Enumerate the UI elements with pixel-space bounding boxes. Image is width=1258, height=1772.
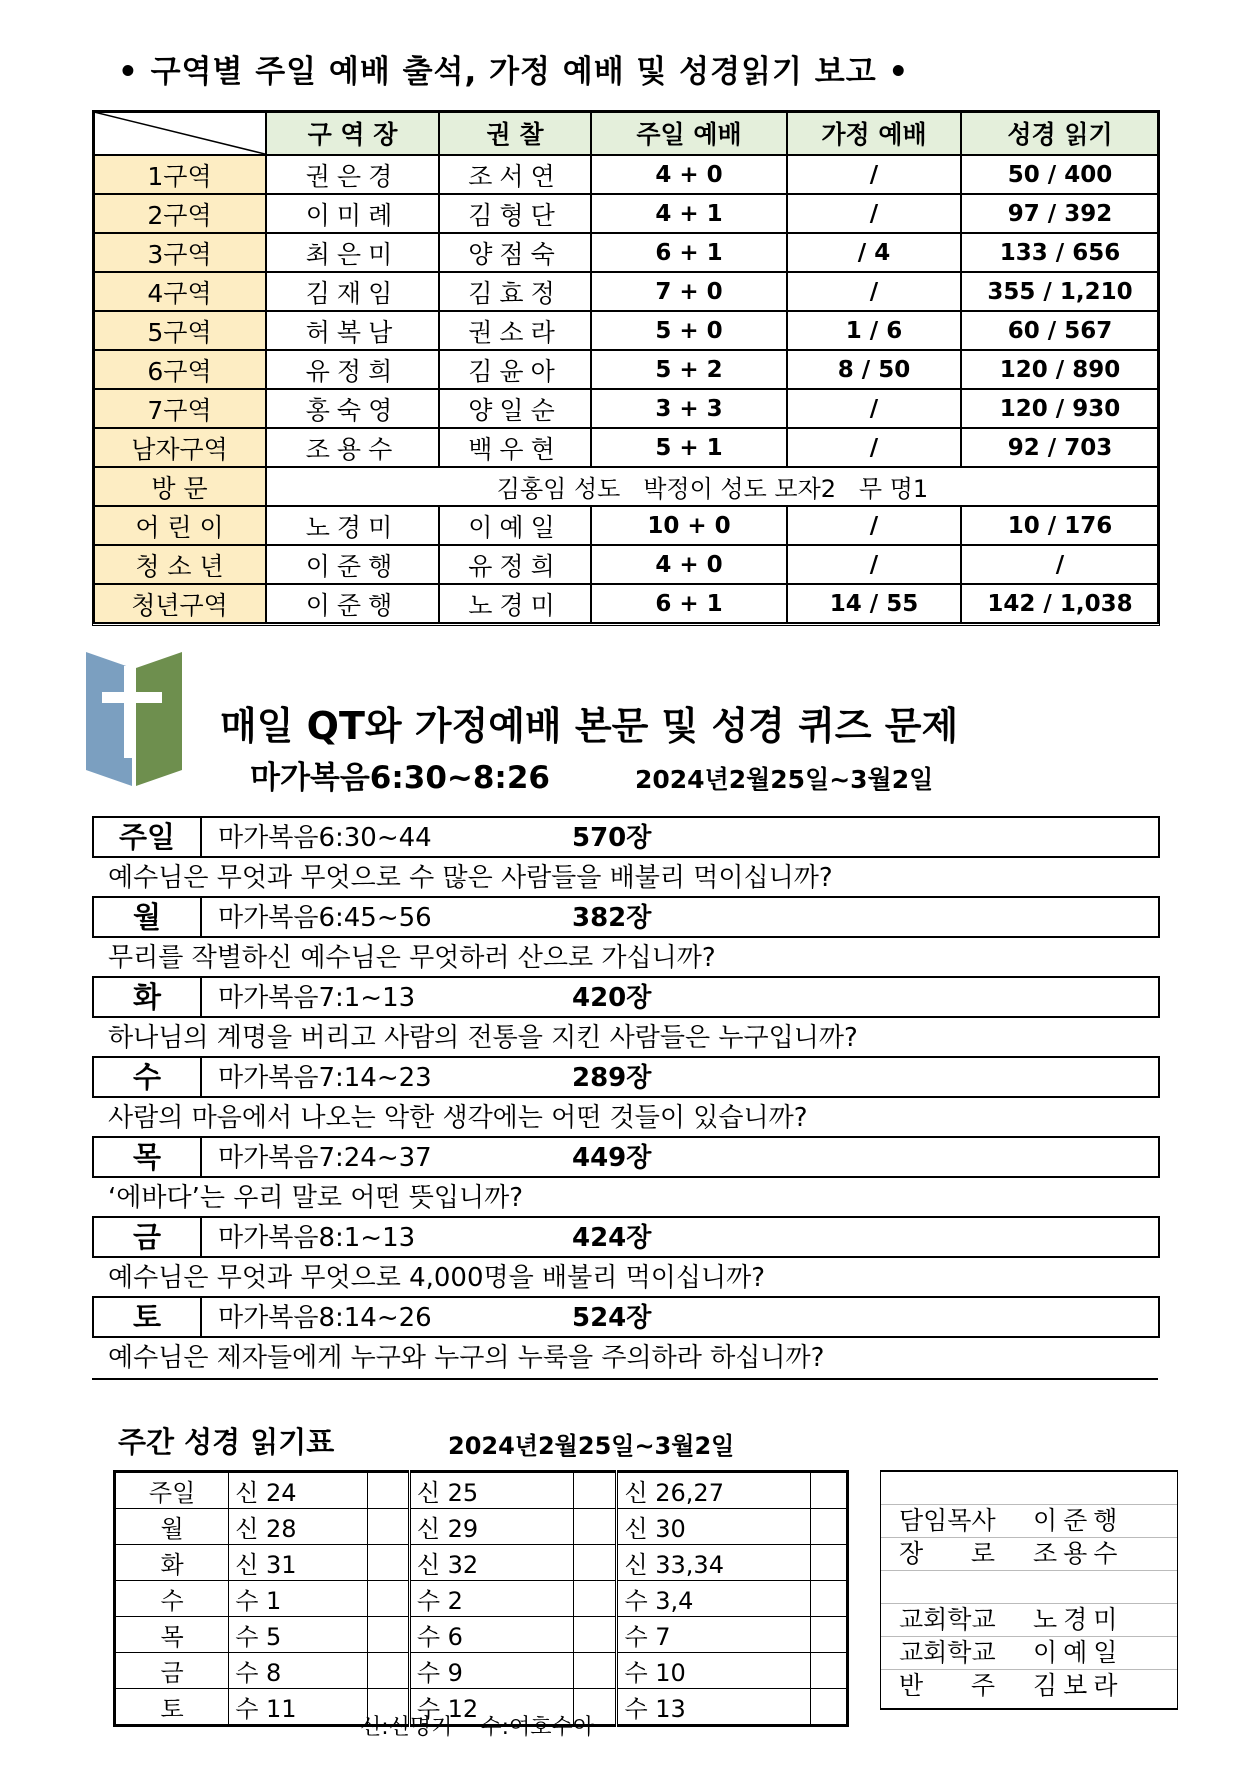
zone-label: 남자구역 <box>93 428 266 467</box>
leader-name: 홍숙영 <box>266 389 439 428</box>
weekly-reading-date: 2024년2월25일~3월2일 <box>448 1432 735 1460</box>
quiz-day-row <box>92 896 1160 938</box>
reading-day: 토 <box>115 1689 229 1726</box>
quiz-day-row <box>92 976 1160 1018</box>
deacon-name: 김효정 <box>439 272 591 311</box>
table-row <box>93 584 1159 623</box>
visit-label: 방 문 <box>93 467 266 506</box>
sunday-count: 10 + 0 <box>591 506 787 545</box>
quiz-question: ‘에바다’는 우리 말로 어떤 뜻입니까? <box>108 1183 524 1213</box>
staff-row <box>881 1472 1177 1505</box>
reading-2: 신 25 <box>409 1472 573 1509</box>
zone-label: 5구역 <box>93 311 266 350</box>
bible-count: 355 / 1,210 <box>961 272 1159 311</box>
bible-count: 50 / 400 <box>961 155 1159 194</box>
reading-3: 신 30 <box>617 1509 810 1545</box>
table-row <box>93 311 1159 350</box>
reading-2: 신 32 <box>409 1545 573 1581</box>
bible-count: 120 / 930 <box>961 389 1159 428</box>
quiz-question: 사람의 마음에서 나오는 악한 생각에는 어떤 것들이 있습니까? <box>108 1103 808 1133</box>
deacon-name: 양점숙 <box>439 233 591 272</box>
sunday-count: 4 + 1 <box>591 194 787 233</box>
bible-count: 142 / 1,038 <box>961 584 1159 623</box>
deacon-name: 김윤아 <box>439 350 591 389</box>
reading-row <box>115 1509 848 1545</box>
home-count: / <box>787 428 961 467</box>
deacon-name: 유정희 <box>439 545 591 584</box>
reading-2: 수 6 <box>409 1617 573 1653</box>
visit-names: 김홍임 성도 박정이 성도 모자2 무 명1 <box>266 467 1159 506</box>
header-bible: 성경 읽기 <box>961 111 1159 155</box>
zone-label: 청년구역 <box>93 584 266 623</box>
quiz-date: 2024년2월25일~3월2일 <box>635 765 934 794</box>
reading-row <box>115 1653 848 1689</box>
quiz-passage: 마가복음8:14~26 <box>218 1303 432 1333</box>
home-count: / <box>787 272 961 311</box>
deacon-name: 이예일 <box>439 506 591 545</box>
leader-name: 조용수 <box>266 428 439 467</box>
table-row <box>93 545 1159 584</box>
reading-row <box>115 1545 848 1581</box>
staff-name: 조용수 <box>1033 1539 1124 1568</box>
deacon-name: 조서연 <box>439 155 591 194</box>
zone-label: 어 린 이 <box>93 506 266 545</box>
leader-name: 이준행 <box>266 584 439 623</box>
sunday-count: 7 + 0 <box>591 272 787 311</box>
staff-row <box>881 1571 1177 1604</box>
zone-label: 청 소 년 <box>93 545 266 584</box>
sunday-count: 5 + 1 <box>591 428 787 467</box>
sunday-count: 6 + 1 <box>591 233 787 272</box>
reading-3: 수 10 <box>617 1653 810 1689</box>
quiz-day: 화 <box>94 978 202 1016</box>
quiz-passage: 마가복음6:30~44 <box>218 823 432 853</box>
reading-day: 금 <box>115 1653 229 1689</box>
table-row <box>93 428 1159 467</box>
sunday-count: 4 + 0 <box>591 545 787 584</box>
reading-row <box>115 1472 848 1509</box>
staff-name: 노경미 <box>1033 1605 1124 1634</box>
home-count: / 4 <box>787 233 961 272</box>
diagonal-header-cell <box>93 111 266 155</box>
zone-label: 2구역 <box>93 194 266 233</box>
header-sunday: 주일 예배 <box>591 111 787 155</box>
deacon-name: 권소라 <box>439 311 591 350</box>
leader-name: 이준행 <box>266 545 439 584</box>
leader-name: 유정희 <box>266 350 439 389</box>
attendance-table <box>92 110 1160 624</box>
staff-role: 교회학교 <box>899 1605 996 1634</box>
bible-count: / <box>961 545 1159 584</box>
leader-name: 권은경 <box>266 155 439 194</box>
staff-name: 김보라 <box>1033 1671 1124 1700</box>
zone-label: 1구역 <box>93 155 266 194</box>
staff-role: 장 로 <box>899 1539 995 1568</box>
quiz-hymn: 449장 <box>572 1143 652 1173</box>
quiz-day-row <box>92 816 1160 858</box>
bible-count: 60 / 567 <box>961 311 1159 350</box>
reading-1: 수 11 <box>229 1689 368 1726</box>
quiz-question: 예수님은 무엇과 무엇으로 수 많은 사람들을 배불리 먹이십니까? <box>108 863 833 893</box>
bible-count: 120 / 890 <box>961 350 1159 389</box>
cross-logo-icon <box>86 652 182 786</box>
home-count: / <box>787 389 961 428</box>
staff-role: 반 주 <box>899 1671 995 1700</box>
reading-day: 월 <box>115 1509 229 1545</box>
reading-3: 수 3,4 <box>617 1581 810 1617</box>
table-row <box>93 233 1159 272</box>
quiz-question: 예수님은 무엇과 무엇으로 4,000명을 배불리 먹이십니까? <box>108 1263 765 1293</box>
staff-box <box>880 1470 1178 1710</box>
zone-label: 6구역 <box>93 350 266 389</box>
table-row <box>93 506 1159 545</box>
zone-label: 3구역 <box>93 233 266 272</box>
reading-day: 주일 <box>115 1472 229 1509</box>
reading-2: 수 9 <box>409 1653 573 1689</box>
reading-1: 신 24 <box>229 1472 368 1509</box>
reading-1: 수 8 <box>229 1653 368 1689</box>
home-count: 1 / 6 <box>787 311 961 350</box>
deacon-name: 양일순 <box>439 389 591 428</box>
reading-3: 수 7 <box>617 1617 810 1653</box>
quiz-day: 주일 <box>94 818 202 856</box>
visit-row <box>93 467 1159 506</box>
staff-row <box>881 1604 1177 1637</box>
table-row <box>93 155 1159 194</box>
sunday-count: 5 + 0 <box>591 311 787 350</box>
quiz-question: 하나님의 계명을 버리고 사람의 전통을 지킨 사람들은 누구입니까? <box>108 1023 858 1053</box>
staff-row <box>881 1670 1177 1702</box>
leader-name: 노경미 <box>266 506 439 545</box>
table-row <box>93 389 1159 428</box>
reading-2: 수 2 <box>409 1581 573 1617</box>
quiz-day-row <box>92 1296 1160 1338</box>
sunday-count: 3 + 3 <box>591 389 787 428</box>
sunday-count: 5 + 2 <box>591 350 787 389</box>
attendance-title: • 구역별 주일 예배 출석, 가정 예배 및 성경읽기 보고 • <box>118 54 910 90</box>
reading-day: 수 <box>115 1581 229 1617</box>
reading-1: 수 1 <box>229 1581 368 1617</box>
quiz-passage: 마가복음7:1~13 <box>218 983 416 1013</box>
header-leader: 구 역 장 <box>266 111 439 155</box>
quiz-passage-range: 마가복음6:30~8:26 <box>250 760 550 796</box>
quiz-title: 매일 QT와 가정예배 본문 및 성경 퀴즈 문제 <box>220 704 959 748</box>
quiz-hymn: 524장 <box>572 1303 652 1333</box>
zone-label: 7구역 <box>93 389 266 428</box>
quiz-hymn: 424장 <box>572 1223 652 1253</box>
quiz-day-row <box>92 1216 1160 1258</box>
quiz-question: 무리를 작별하신 예수님은 무엇하러 산으로 가십니까? <box>108 943 716 973</box>
quiz-day: 목 <box>94 1138 202 1176</box>
quiz-bottom-rule <box>92 1378 1158 1380</box>
bible-count: 133 / 656 <box>961 233 1159 272</box>
home-count: / <box>787 506 961 545</box>
home-count: / <box>787 194 961 233</box>
staff-row <box>881 1538 1177 1571</box>
reading-day: 화 <box>115 1545 229 1581</box>
reading-1: 신 28 <box>229 1509 368 1545</box>
bible-count: 92 / 703 <box>961 428 1159 467</box>
quiz-hymn: 382장 <box>572 903 652 933</box>
reading-2: 신 29 <box>409 1509 573 1545</box>
quiz-hymn: 289장 <box>572 1063 652 1093</box>
deacon-name: 백우현 <box>439 428 591 467</box>
table-row <box>93 350 1159 389</box>
home-count: / <box>787 155 961 194</box>
home-count: / <box>787 545 961 584</box>
table-row <box>93 194 1159 233</box>
quiz-question: 예수님은 제자들에게 누구와 누구의 누룩을 주의하라 하십니까? <box>108 1343 825 1373</box>
quiz-day: 월 <box>94 898 202 936</box>
leader-name: 김재임 <box>266 272 439 311</box>
quiz-day-row <box>92 1056 1160 1098</box>
deacon-name: 노경미 <box>439 584 591 623</box>
quiz-passage: 마가복음6:45~56 <box>218 903 432 933</box>
table-header-row <box>93 111 1159 155</box>
reading-row <box>115 1617 848 1653</box>
bible-count: 10 / 176 <box>961 506 1159 545</box>
reading-day: 목 <box>115 1617 229 1653</box>
staff-row <box>881 1637 1177 1670</box>
quiz-passage: 마가복음7:14~23 <box>218 1063 432 1093</box>
book-abbreviation-legend: 신:신명기 수:여호수아 <box>360 1715 595 1740</box>
staff-name: 이예일 <box>1033 1638 1124 1667</box>
bible-count: 97 / 392 <box>961 194 1159 233</box>
staff-row <box>881 1505 1177 1538</box>
staff-role: 담임목사 <box>899 1506 996 1535</box>
quiz-day-row <box>92 1136 1160 1178</box>
header-deacon: 권 찰 <box>439 111 591 155</box>
reading-1: 수 5 <box>229 1617 368 1653</box>
sunday-count: 6 + 1 <box>591 584 787 623</box>
weekly-reading-title: 주간 성경 읽기표 <box>118 1425 335 1459</box>
reading-3: 신 33,34 <box>617 1545 810 1581</box>
quiz-hymn: 420장 <box>572 983 652 1013</box>
reading-2: 수 12 <box>409 1689 573 1726</box>
home-count: 14 / 55 <box>787 584 961 623</box>
quiz-day: 토 <box>94 1298 202 1336</box>
quiz-day: 금 <box>94 1218 202 1256</box>
header-home: 가정 예배 <box>787 111 961 155</box>
deacon-name: 김형단 <box>439 194 591 233</box>
leader-name: 이미례 <box>266 194 439 233</box>
quiz-hymn: 570장 <box>572 823 652 853</box>
weekly-reading-table <box>113 1470 849 1727</box>
quiz-day: 수 <box>94 1058 202 1096</box>
quiz-passage: 마가복음7:24~37 <box>218 1143 432 1173</box>
reading-row <box>115 1581 848 1617</box>
home-count: 8 / 50 <box>787 350 961 389</box>
reading-1: 신 31 <box>229 1545 368 1581</box>
staff-role: 교회학교 <box>899 1638 996 1667</box>
reading-3: 수 13 <box>617 1689 810 1726</box>
zone-label: 4구역 <box>93 272 266 311</box>
leader-name: 허복남 <box>266 311 439 350</box>
sunday-count: 4 + 0 <box>591 155 787 194</box>
leader-name: 최은미 <box>266 233 439 272</box>
quiz-passage: 마가복음8:1~13 <box>218 1223 416 1253</box>
reading-3: 신 26,27 <box>617 1472 810 1509</box>
staff-name: 이준행 <box>1033 1506 1124 1535</box>
table-row <box>93 272 1159 311</box>
